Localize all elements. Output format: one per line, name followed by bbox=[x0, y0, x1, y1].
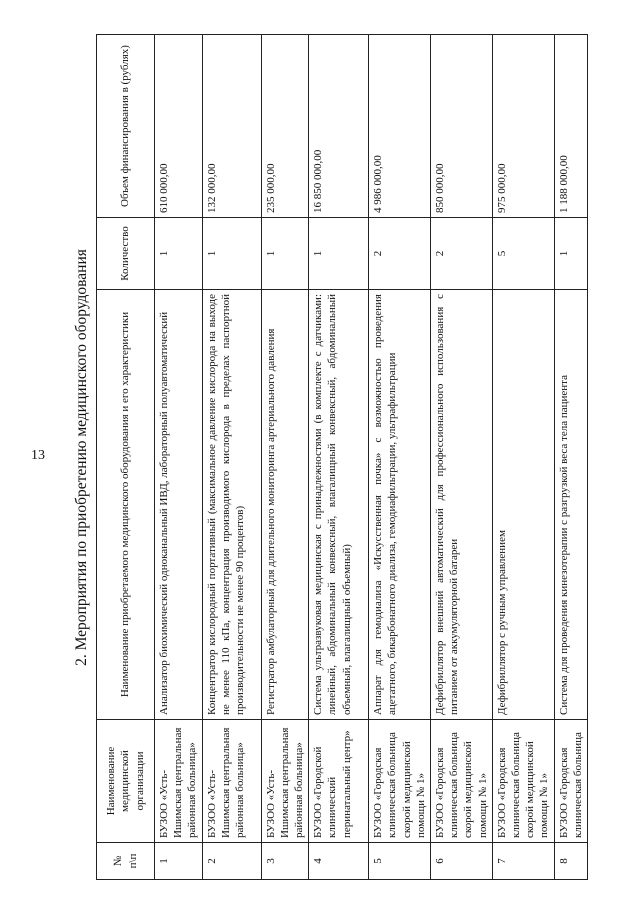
rotated-content bbox=[72, 35, 584, 880]
row-number: 8 bbox=[554, 843, 587, 880]
row-number: 2 bbox=[202, 843, 261, 880]
row-number: 6 bbox=[431, 843, 493, 880]
table-row bbox=[431, 35, 493, 880]
funding-cell: 4 986 000,00 bbox=[369, 35, 431, 218]
table-row bbox=[492, 35, 554, 880]
equipment-cell: Дефибриллятор с ручным управлением bbox=[492, 290, 554, 720]
organization-cell: БУЗОО «Усть-Ишимская центральная районная больница» bbox=[261, 720, 309, 843]
quantity-cell: 2 bbox=[431, 218, 493, 290]
equipment-cell: Дефибриллятор внешний автоматический для профессионального использования с питанием от аккумуляторной батареи bbox=[431, 290, 493, 720]
quantity-cell: 1 bbox=[155, 218, 203, 290]
funding-cell: 975 000,00 bbox=[492, 35, 554, 218]
row-number: 3 bbox=[261, 843, 309, 880]
organization-cell: БУЗОО «Городской клинический перинатальный центр» bbox=[309, 720, 369, 843]
organization-cell: БУЗОО «Городская клиническая больница скорой медицинской помощи № 1» bbox=[431, 720, 493, 843]
header-quantity: Количество bbox=[97, 218, 155, 290]
row-number: 4 bbox=[309, 843, 369, 880]
equipment-cell: Анализатор биохимический одноканальный ИВД, лабораторный полуавтоматический bbox=[155, 290, 203, 720]
row-number: 5 bbox=[369, 843, 431, 880]
quantity-cell: 2 bbox=[369, 218, 431, 290]
table-row bbox=[369, 35, 431, 880]
page-number: 13 bbox=[31, 448, 45, 463]
organization-cell: БУЗОО «Усть-Ишимская центральная районная больница» bbox=[155, 720, 203, 843]
table-row bbox=[202, 35, 261, 880]
equipment-cell: Концентратор кислородный портативный (максимальное давление кислорода на выходе не менее 110 кПа, концентрация производимого кислорода в пределах паспортной производительности не менее 90 процентов) bbox=[202, 290, 261, 720]
row-number: 7 bbox=[492, 843, 554, 880]
table-header-row bbox=[97, 35, 155, 880]
quantity-cell: 1 bbox=[261, 218, 309, 290]
organization-cell: БУЗОО «Городская клиническая больница bbox=[554, 720, 587, 843]
equipment-cell: Аппарат для гемодиализа «Искусственная почка» с возможностью проведения ацетатного, бикарбонатного диализа, гемодиафильтрации, ультрафильтрации bbox=[369, 290, 431, 720]
table-row bbox=[554, 35, 587, 880]
organization-cell: БУЗОО «Городская клиническая больница скорой медицинской помощи № 1» bbox=[492, 720, 554, 843]
section-title: 2. Мероприятия по приобретению медицинского оборудования bbox=[73, 249, 90, 666]
header-funding: Объем финансирования в (рублях) bbox=[97, 35, 155, 218]
funding-cell: 132 000,00 bbox=[202, 35, 261, 218]
header-organization: Наименование медицинской организации bbox=[97, 720, 155, 843]
organization-cell: БУЗОО «Усть-Ишимская центральная районная больница» bbox=[202, 720, 261, 843]
organization-cell: БУЗОО «Городская клиническая больница скорой медицинской помощи № 1» bbox=[369, 720, 431, 843]
funding-cell: 1 188 000,00 bbox=[554, 35, 587, 218]
header-equipment: Наименование приобретаемого медицинского оборудования и его характеристики bbox=[97, 290, 155, 720]
funding-cell: 16 850 000,00 bbox=[309, 35, 369, 218]
equipment-cell: Регистратор амбулаторный для длительного мониторинга артериального давления bbox=[261, 290, 309, 720]
funding-cell: 610 000,00 bbox=[155, 35, 203, 218]
table-row bbox=[261, 35, 309, 880]
quantity-cell: 1 bbox=[554, 218, 587, 290]
equipment-cell: Система для проведения кинезотерапии с разгрузкой веса тела пациента bbox=[554, 290, 587, 720]
header-num: № п\п bbox=[97, 843, 155, 880]
funding-cell: 235 000,00 bbox=[261, 35, 309, 218]
table-row bbox=[309, 35, 369, 880]
equipment-cell: Система ультразвуковая медицинская с принадлежностями (в комплекте с датчиками: линейный, абдоминальный конвексный, влагалищный конвексный, абдоминальный объемный, влагалищный объемный) bbox=[309, 290, 369, 720]
quantity-cell: 1 bbox=[309, 218, 369, 290]
equipment-table bbox=[96, 34, 588, 880]
table-row bbox=[155, 35, 203, 880]
row-number: 1 bbox=[155, 843, 203, 880]
quantity-cell: 5 bbox=[492, 218, 554, 290]
funding-cell: 850 000,00 bbox=[431, 35, 493, 218]
quantity-cell: 1 bbox=[202, 218, 261, 290]
